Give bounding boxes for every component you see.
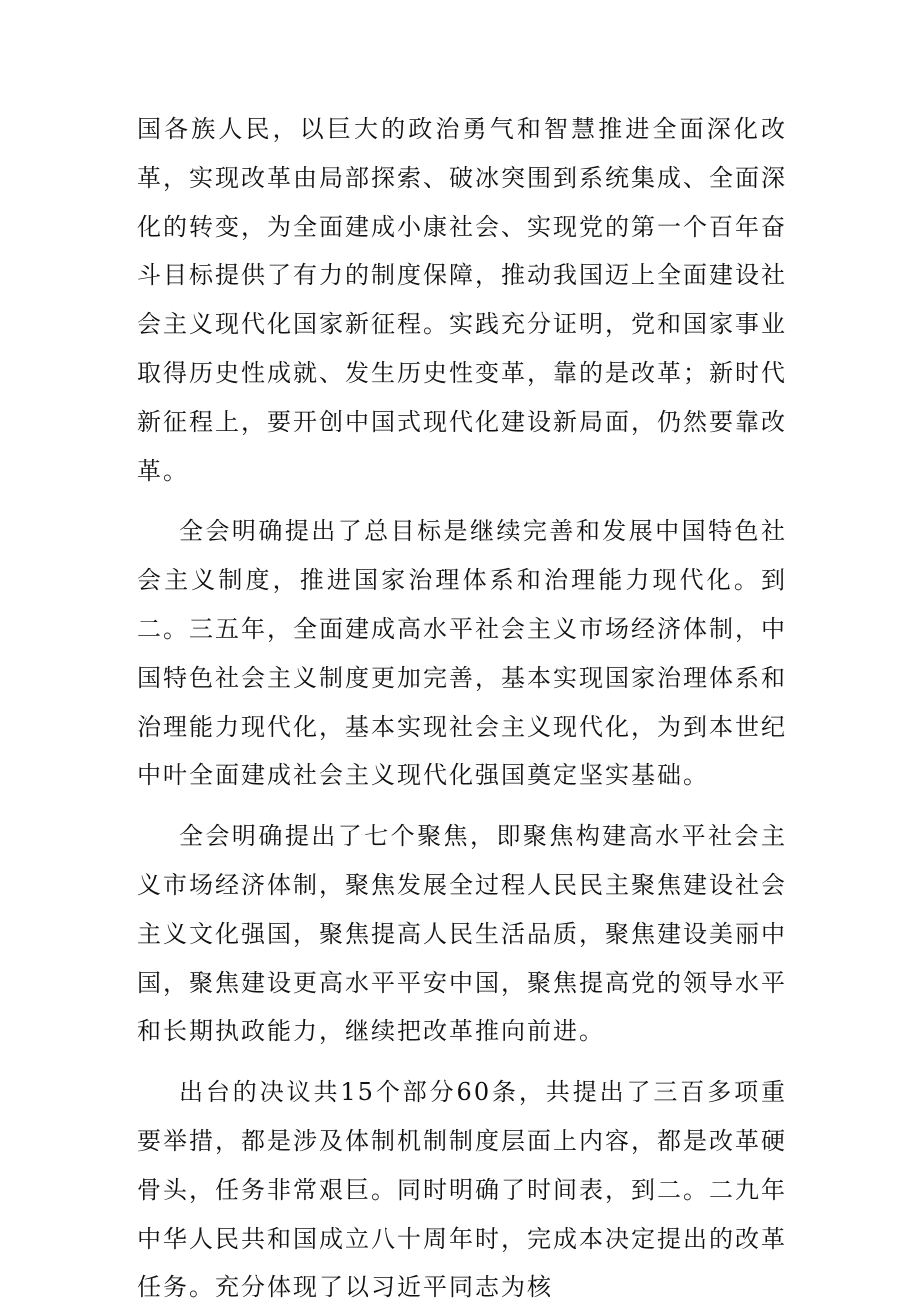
paragraph-3: 全会明确提出了七个聚焦，即聚焦构建高水平社会主义市场经济体制，聚焦发展全过程人民民主聚焦建设社会主义文化强国，聚焦提高人民生活品质，聚焦建设美丽中国，聚焦建设更高水平平安中国，聚焦提高党的领导水平和长期执政能力，继续把改革推向前进。	[137, 822, 787, 1046]
paragraph-2: 全会明确提出了总目标是继续完善和发展中国特色社会主义制度，推进国家治理体系和治理能力现代化。到二。三五年，全面建成高水平社会主义市场经济体制，中国特色社会主义制度更加完善，基本实现国家治理体系和治理能力现代化，基本实现社会主义现代化，为到本世纪中叶全面建成社会主义现代化强国奠定坚实基础。	[137, 517, 787, 790]
document-body	[137, 105, 787, 1312]
paragraph-4: 出台的决议共15个部分60条，共提出了三百多项重要举措，都是涉及体制机制制度层面上内容，都是改革硬骨头，任务非常艰巨。同时明确了时间表，到二。二九年中华人民共和国成立八十周年时，完成本决定提出的改革任务。充分体现了以习近平同志为核	[137, 1078, 787, 1302]
paragraph-1: 国各族人民，以巨大的政治勇气和智慧推进全面深化改革，实现改革由局部探索、破冰突围到系统集成、全面深化的转变，为全面建成小康社会、实现党的第一个百年奋斗目标提供了有力的制度保障，推动我国迈上全面建设社会主义现代化国家新征程。实践充分证明，党和国家事业取得历史性成就、发生历史性变革，靠的是改革；新时代新征程上，要开创中国式现代化建设新局面，仍然要靠改革。	[137, 115, 787, 485]
